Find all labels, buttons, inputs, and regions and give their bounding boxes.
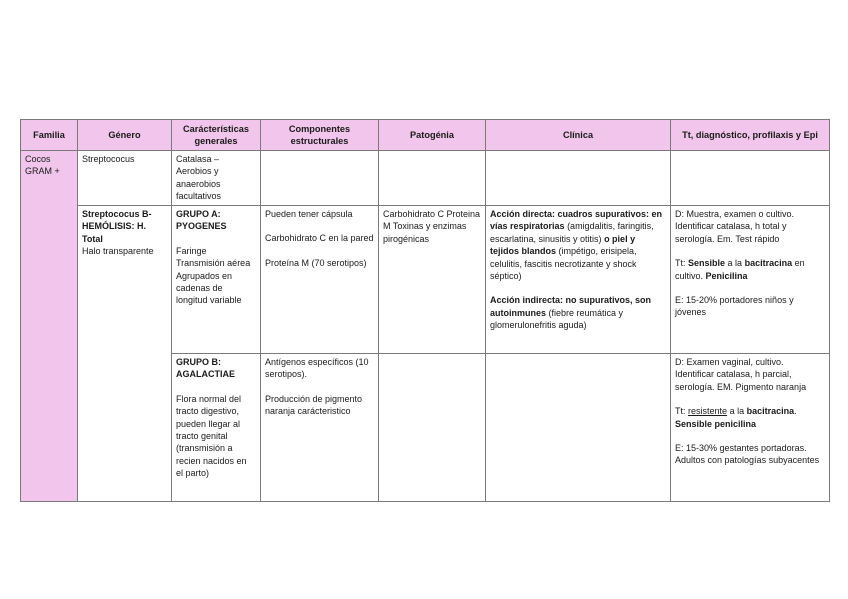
clinica-direct-text-2: (impétigo, erisipela, celulitis, fascitis necrotizante y shock séptico) [490, 246, 637, 282]
table-row [21, 151, 830, 206]
tt-diagnostico: D: Examen vaginal, cultivo. Identificar catalasa, h parcial, serología. EM. Pigmento naranja [675, 357, 807, 392]
genero-cell [78, 206, 172, 502]
clinica-indirect [490, 294, 666, 331]
tt-cell [671, 206, 830, 354]
tt-penicilina: Penicilina [705, 270, 748, 281]
header-familia: Familia [21, 120, 78, 151]
componentes-cell [261, 206, 379, 354]
header-tt: Tt, diagnóstico, profilaxis y Epi [671, 120, 830, 151]
componente-item: Pueden tener cápsula [265, 209, 353, 219]
classification-table [20, 119, 830, 502]
tt-diagnostico: D: Muestra, examen o cultivo. Identificar catalasa, h total y serología. Em. Test rápido [675, 209, 795, 244]
clinica-direct-title-2: o piel y tejidos blandos [490, 233, 636, 257]
clinica-direct [490, 208, 666, 282]
tt-en: en cultivo. [675, 258, 805, 281]
componentes-cell [261, 354, 379, 502]
caracteristicas-cell: Catalasa – Aerobios y anaerobios facultativos [172, 151, 261, 206]
tt-dot: . [794, 406, 797, 417]
tt-prefix: Tt: [675, 258, 686, 269]
patogenia-cell [379, 151, 486, 206]
tt-tratamiento [675, 257, 825, 282]
componente-item: Carbohidrato C en la pared [265, 233, 374, 244]
caracteristicas-cell [172, 206, 261, 354]
header-componentes: Componentes estructurales [261, 120, 379, 151]
tt-epidemiologia: E: 15-20% portadores niños y jóvenes [675, 295, 794, 318]
patogenia-cell: Carbohidrato C Proteina M Toxinas y enzimas pirogénicas [379, 206, 486, 354]
genero-subtitle: Halo transparente [82, 246, 154, 257]
genero-cell: Streptococus [78, 151, 172, 206]
tt-epidemiologia: E: 15-30% gestantes portadoras. Adultos con patologías subyacentes [675, 443, 820, 466]
tt-drug: bacitracina [744, 258, 793, 269]
clinica-indirect-title: Acción indirecta: no supurativos, son autoinmunes [490, 295, 652, 318]
group-title: GRUPO B: AGALACTIAE [176, 357, 235, 380]
tt-sensible: Sensible [688, 258, 726, 269]
tt-prefix: Tt: [675, 406, 686, 417]
header-clinica: Clínica [486, 120, 671, 151]
tt-penicilina: Sensible penicilina [675, 418, 757, 429]
caracteristicas-cell [172, 354, 261, 502]
clinica-cell [486, 206, 671, 354]
group-text: Faringe Transmisión aérea Agrupados en cadenas de longitud variable [176, 245, 251, 306]
patogenia-cell [379, 354, 486, 502]
tt-tratamiento [675, 405, 825, 430]
group-title: GRUPO A: PYOGENES [176, 209, 227, 232]
tt-resistente: resistente [688, 406, 728, 417]
header-row [21, 120, 830, 151]
clinica-direct-title: Acción directa: cuadros supurativos: en vías respiratorias [490, 209, 663, 232]
tt-cell [671, 151, 830, 206]
tt-drug: bacitracina [746, 406, 795, 417]
clinica-indirect-text: (fiebre reumática y glomerulonefritis aguda) [490, 307, 624, 331]
clinica-direct-text: (amigdalitis, faringitis, escarlatina, sinusitis y otitis) [490, 221, 654, 244]
componente-item: Producción de pigmento naranja carácteristico [265, 393, 363, 417]
familia-cell: Cocos GRAM + [21, 151, 78, 502]
header-patogenia: Patogénia [379, 120, 486, 151]
componente-item: Proteína M (70 serotipos) [265, 257, 367, 268]
table-row [21, 206, 830, 354]
componentes-cell [261, 151, 379, 206]
clinica-cell [486, 151, 671, 206]
tt-a-la: a la [729, 406, 745, 417]
clinica-cell [486, 354, 671, 502]
tt-a-la: a la [727, 258, 743, 269]
componente-item: Antígenos específicos (10 serotipos). [265, 357, 369, 380]
tt-cell [671, 354, 830, 502]
group-text: Flora normal del tracto digestivo, pueden llegar al tracto genital (transmisión a recien nacidos en el parto) [176, 393, 247, 479]
header-genero: Género [78, 120, 172, 151]
header-caracteristicas: Carácterísticas generales [172, 120, 261, 151]
genero-title: Streptococus B- HEMÓLISIS: H. Total [82, 209, 152, 244]
